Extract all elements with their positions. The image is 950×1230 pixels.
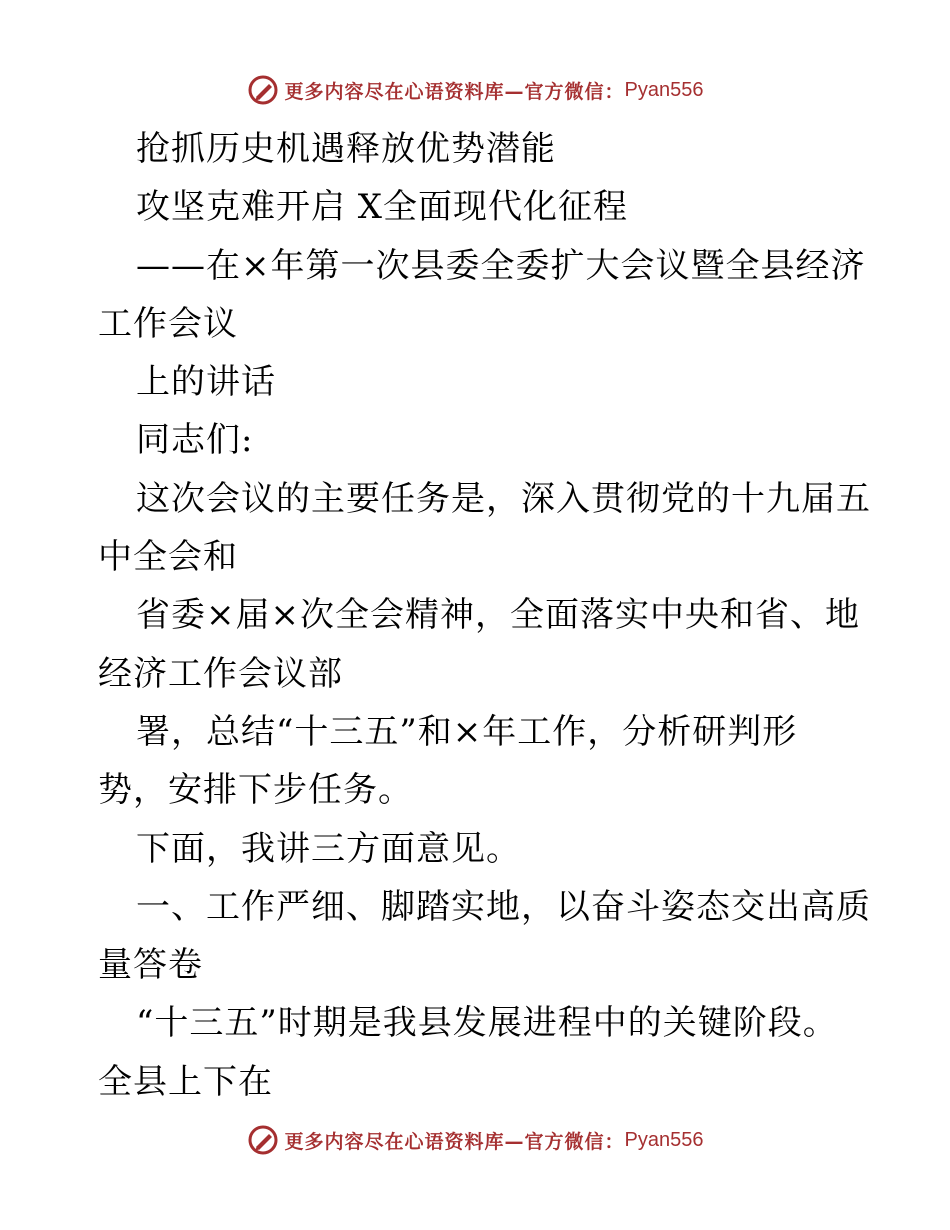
pen-seal-icon	[247, 74, 279, 106]
footer-wechat-id: Pyan556	[624, 1128, 704, 1151]
doc-section-heading-line-1: 一、工作严细、脚踏实地，以奋斗姿态交出高质	[136, 886, 871, 927]
footer-slogan: 更多内容尽在心语资料库—官方微信：	[284, 1130, 625, 1153]
header-slogan: 更多内容尽在心语资料库—官方微信：	[284, 80, 625, 103]
doc-paragraph-line: 这次会议的主要任务是，深入贯彻党的十九届五	[136, 478, 871, 519]
doc-salutation: 同志们:	[136, 420, 254, 461]
doc-paragraph-line: 署，总结“十三五”和×年工作，分析研判形	[136, 711, 798, 752]
doc-paragraph-line: 省委×届×次全会精神，全面落实中央和省、地	[136, 595, 860, 636]
doc-paragraph-line: “十三五”时期是我县发展进程中的关键阶段。	[136, 1003, 838, 1044]
doc-paragraph-line: 势，安排下步任务。	[98, 770, 413, 811]
doc-subtitle-line-2: 工作会议	[98, 303, 238, 344]
doc-paragraph-line: 经济工作会议部	[98, 653, 343, 694]
header-banner	[0, 70, 950, 110]
doc-paragraph-line: 全县上下在	[98, 1061, 273, 1102]
doc-subtitle-line-3: 上的讲话	[136, 362, 276, 403]
footer-banner	[0, 1120, 950, 1160]
doc-title-line-1: 抢抓历史机遇释放优势潜能	[136, 129, 556, 169]
document-body	[98, 120, 871, 1111]
doc-paragraph-line: 中全会和	[98, 537, 238, 578]
doc-title-line-2: 攻坚克难开启 X全面现代化征程	[136, 187, 629, 228]
pen-seal-icon	[247, 1124, 279, 1156]
doc-paragraph-line: 下面，我讲三方面意见。	[136, 828, 521, 869]
header-wechat-id: Pyan556	[624, 78, 704, 101]
doc-subtitle-line-1: ——在×年第一次县委全委扩大会议暨全县经济	[136, 245, 866, 286]
doc-section-heading-line-2: 量答卷	[98, 945, 203, 986]
